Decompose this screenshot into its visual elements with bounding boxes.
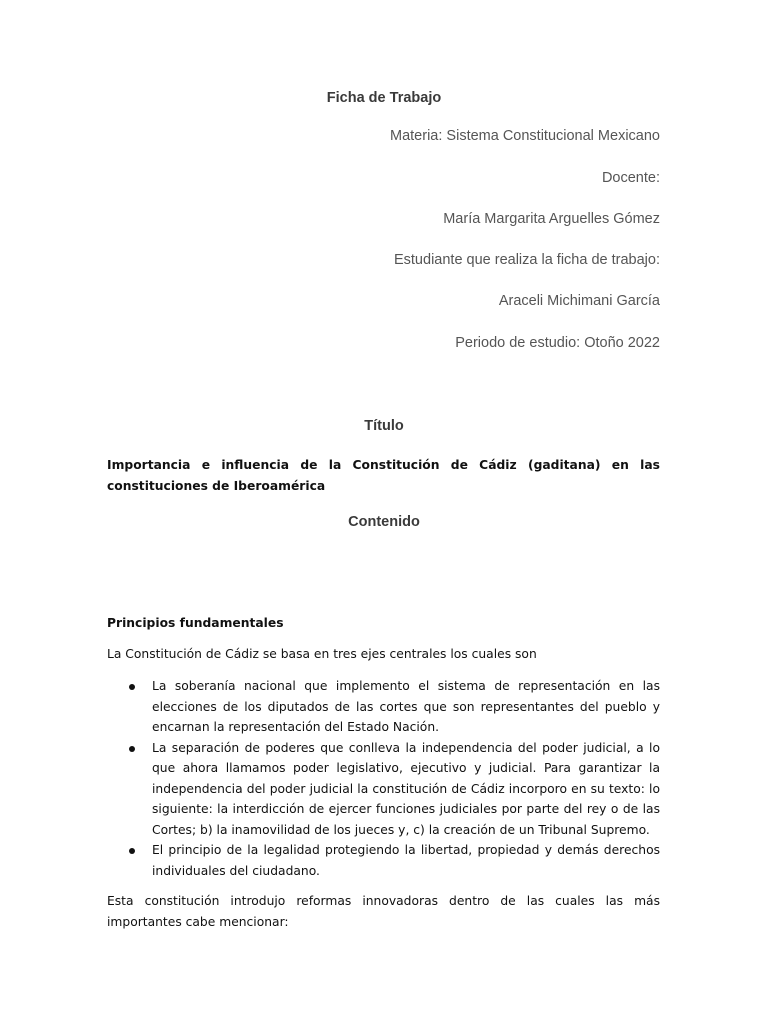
bullet-icon: [129, 684, 135, 690]
titulo-text: Importancia e influencia de la Constitución de Cádiz (gaditana) en las constituciones de Iberoamérica: [107, 458, 660, 493]
list-item-text: La separación de poderes que conlleva la independencia del poder judicial, a lo que ahora llamamos poder legislativo, ejecutivo y judicial. Para garantizar la independencia del poder judicial la constitución de Cádiz incorporo en su texto: lo siguiente: la interdicción de ejercer funciones judiciales por parte del rey o de las Cortes; b) la inamovilidad de los jueces y, c) la creación de un Tribunal Supremo.: [152, 740, 660, 837]
closing-paragraph: Esta constitución introdujo reformas innovadoras dentro de las cuales las más importantes cabe mencionar:: [107, 894, 660, 929]
document-title-text: Ficha de Trabajo: [326, 90, 442, 106]
titulo-heading: Título: [364, 418, 404, 434]
intro-paragraph: La Constitución de Cádiz se basa en tres ejes centrales los cuales son: [107, 647, 537, 661]
list-item: [107, 676, 660, 738]
contenido-heading: Contenido: [348, 514, 420, 530]
estudiante-name: Araceli Michimani García: [498, 293, 660, 309]
section-heading: Principios fundamentales: [107, 616, 284, 630]
principles-list: [107, 676, 660, 881]
document-title: [0, 90, 768, 106]
list-item-text: El principio de la legalidad protegiendo la libertad, propiedad y demás derechos individuales del ciudadano.: [152, 843, 660, 878]
materia-line: Materia: Sistema Constitucional Mexicano: [390, 128, 660, 144]
estudiante-label: Estudiante que realiza la ficha de trabajo:: [393, 252, 660, 268]
periodo-line: Periodo de estudio: Otoño 2022: [455, 335, 660, 351]
bullet-icon: [129, 848, 135, 854]
list-item: [107, 738, 660, 841]
docente-label: Docente:: [601, 170, 660, 186]
list-item-text: La soberanía nacional que implemento el sistema de representación en las elecciones de los diputados de las cortes que son representantes del pueblo y encarnan la representación del Estado Nación.: [152, 679, 660, 734]
docente-name: María Margarita Arguelles Gómez: [443, 211, 660, 227]
list-item: [107, 840, 660, 881]
bullet-icon: [129, 746, 135, 752]
